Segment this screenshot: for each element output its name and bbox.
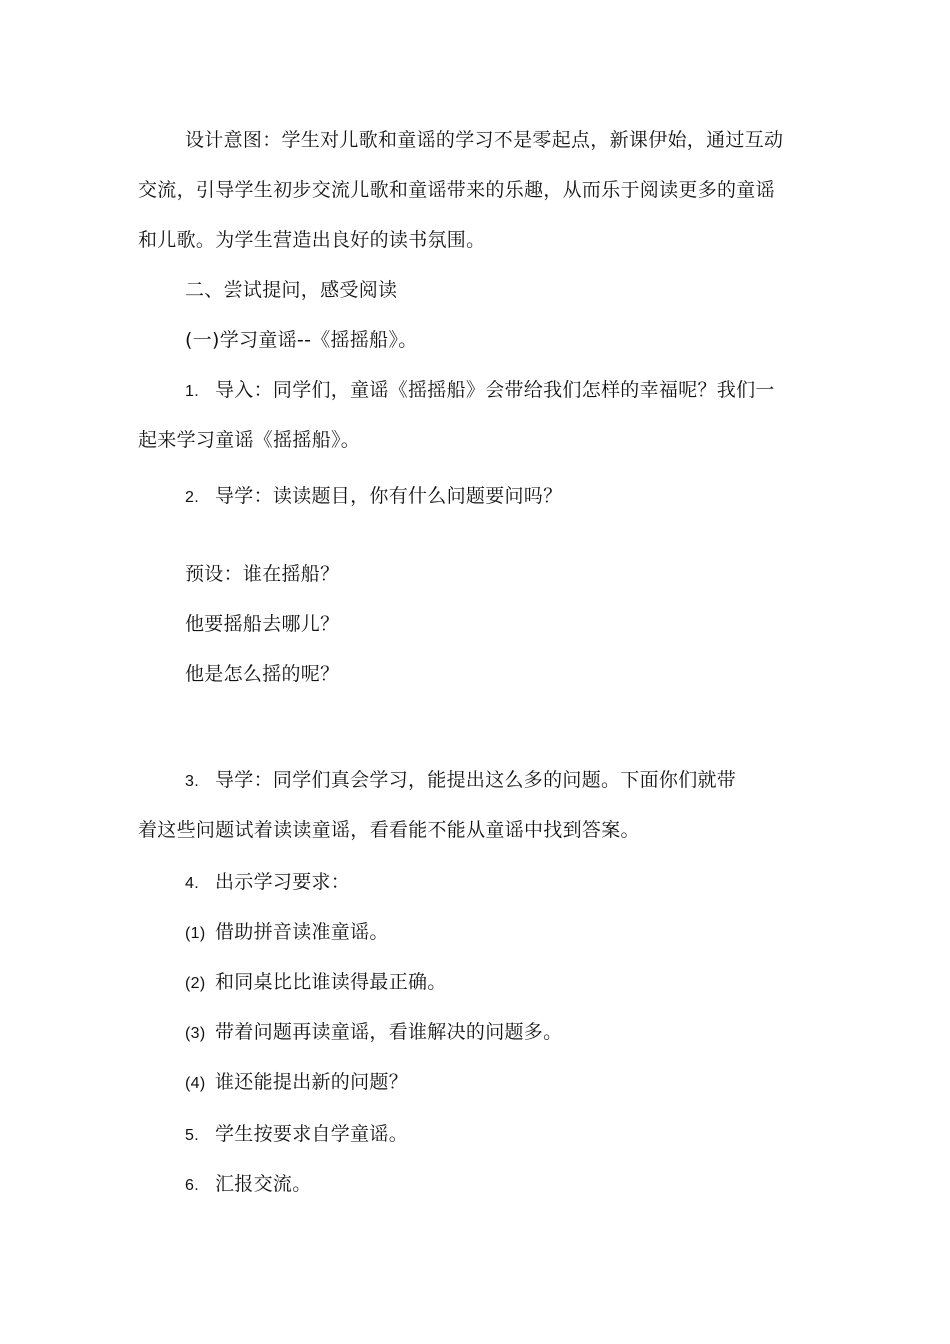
step-2 [185,484,562,510]
step-3 [185,768,736,794]
step-1 [185,378,775,404]
requirement-text: 借助拼音读准童谣。 [215,921,389,943]
section-heading: 二、尝试提问，感受阅读 [185,279,398,301]
requirement-number: (3) [185,1025,206,1042]
preset-1: 预设：谁在摇船？ [185,563,340,585]
intro-line-1: 设计意图：学生对儿歌和童谣的学习不是零起点，新课伊始，通过互动 [185,129,784,151]
step-4 [185,870,350,896]
step-number: 2. [185,489,199,506]
intro-line-3: 和儿歌。为学生营造出良好的读书氛围。 [138,229,486,251]
requirement-3 [185,1020,562,1046]
requirement-number: (4) [185,1075,206,1092]
requirement-text: 带着问题再读童谣，看谁解决的问题多。 [215,1021,563,1043]
step-number: 6. [185,1177,199,1194]
step-3-continued: 着这些问题试着读读童谣，看看能不能从童谣中找到答案。 [138,819,640,841]
step-6 [185,1172,312,1198]
step-text: 出示学习要求： [215,871,351,893]
preset-3: 他是怎么摇的呢？ [185,663,340,685]
step-number: 1. [185,383,199,400]
intro-line-2: 交流，引导学生初步交流儿歌和童谣带来的乐趣，从而乐于阅读更多的童谣 [138,179,775,201]
requirement-2 [185,970,447,996]
step-5 [185,1122,408,1148]
requirement-1 [185,920,389,946]
requirement-text: 谁还能提出新的问题？ [215,1071,409,1093]
step-text: 导学：读读题目，你有什么问题要问吗？ [215,485,563,507]
step-number: 5. [185,1127,199,1144]
step-text: 导入：同学们，童谣《摇摇船》会带给我们怎样的幸福呢？我们一 [215,379,775,401]
requirement-number: (2) [185,975,206,992]
requirement-number: (1) [185,925,206,942]
section-subheading: (一)学习童谣--《摇摇船》。 [185,329,418,351]
step-1-continued: 起来学习童谣《摇摇船》。 [138,429,361,451]
requirement-4 [185,1070,408,1096]
step-number: 4. [185,875,199,892]
step-number: 3. [185,773,199,790]
step-text: 汇报交流。 [215,1173,312,1195]
step-text: 学生按要求自学童谣。 [215,1123,409,1145]
preset-2: 他要摇船去哪儿？ [185,613,340,635]
requirement-text: 和同桌比比谁读得最正确。 [215,971,447,993]
step-text: 导学：同学们真会学习，能提出这么多的问题。下面你们就带 [215,769,737,791]
